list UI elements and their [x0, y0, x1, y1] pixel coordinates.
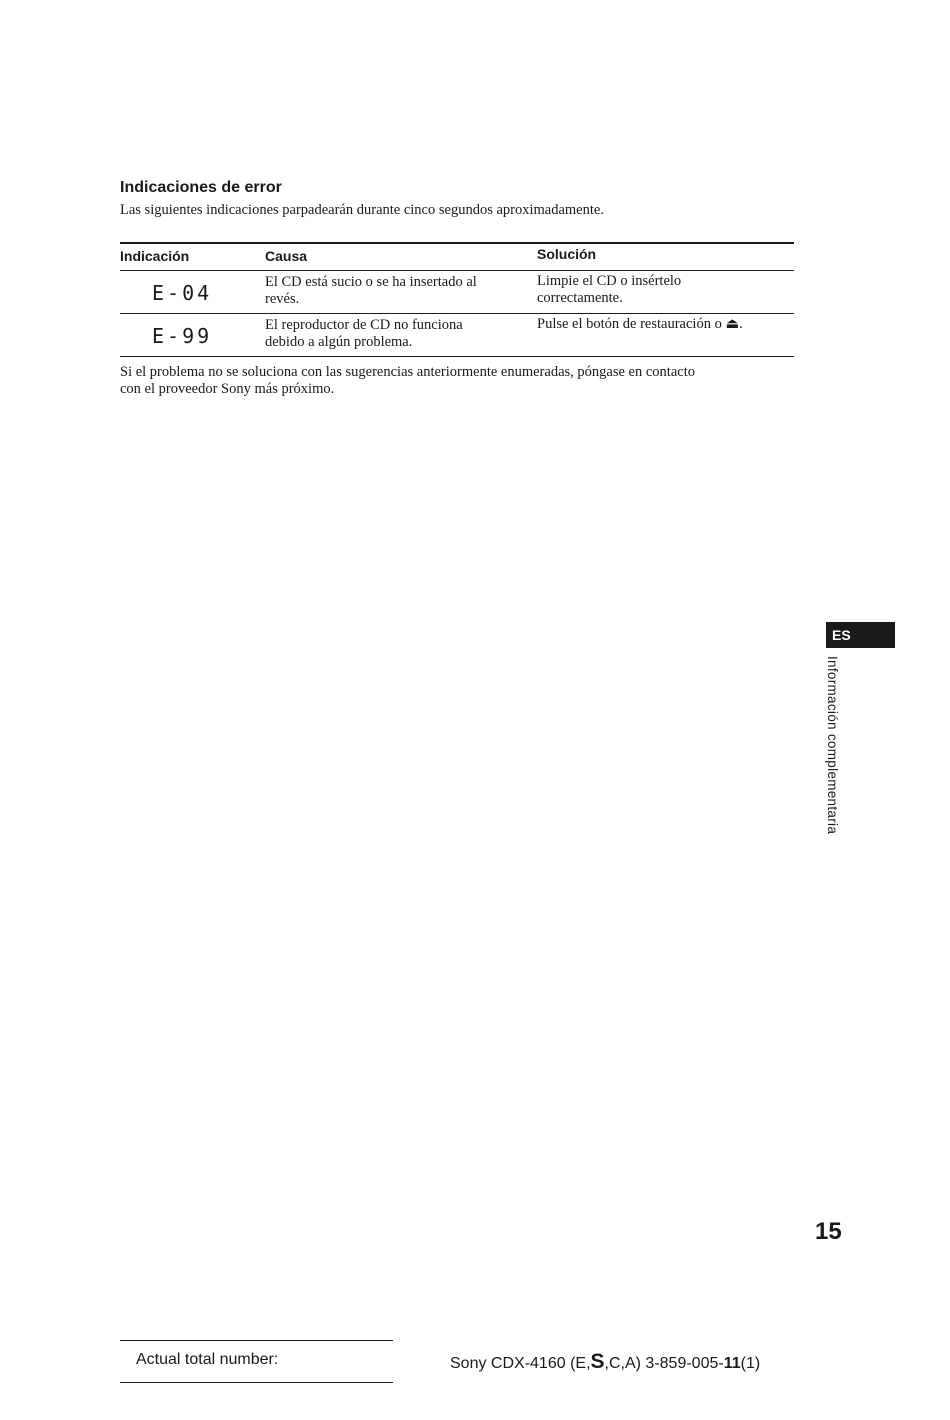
footnote-line: con el proveedor Sony más próximo.: [120, 381, 335, 397]
footer-suffix: (1): [740, 1355, 761, 1372]
footer-total-label: Actual total number:: [136, 1351, 279, 1368]
row-rule: [120, 313, 794, 314]
table-top-rule: [120, 242, 794, 244]
display-code-e99: E-99: [152, 324, 213, 348]
footer-top-rule: [120, 1340, 393, 1341]
cause-line: El reproductor de CD no funciona: [265, 317, 463, 333]
footer-mid: ,C,A) 3-859-005-: [604, 1355, 724, 1372]
table-row-1-solution: [537, 273, 681, 307]
footnote-line: Si el problema no se soluciona con las sugerencias anteriormente enumeradas, póngase en contacto: [120, 364, 695, 380]
table-bottom-rule: [120, 356, 794, 357]
footer-bold: 11: [723, 1355, 741, 1372]
table-row-1-cause: [265, 274, 477, 308]
solution-line: Pulse el botón de restauración o ⏏.: [537, 316, 743, 332]
header-indication: Indicación: [120, 248, 190, 264]
intro-text: Las siguientes indicaciones parpadearán durante cinco segundos aproximadamente.: [120, 202, 604, 218]
section-side-label: Información complementaria: [825, 656, 840, 835]
header-solution: Solución: [537, 246, 597, 262]
footer-prefix: Sony CDX-4160 (E,: [450, 1355, 591, 1372]
display-code-e04: E-04: [152, 281, 213, 305]
cause-line: debido a algún problema.: [265, 334, 413, 350]
page-number: 15: [815, 1218, 842, 1245]
solution-line: correctamente.: [537, 290, 623, 306]
footer-model-code: [450, 1350, 760, 1374]
language-badge: ES: [826, 622, 895, 648]
header-cause: Causa: [265, 248, 308, 264]
solution-line: Limpie el CD o insértelo: [537, 273, 682, 289]
header-rule: [120, 270, 794, 271]
section-title: Indicaciones de error: [120, 179, 282, 196]
footnote: [120, 364, 800, 398]
table-row-2-solution: [537, 316, 743, 333]
cause-line: El CD está sucio o se ha insertado al: [265, 274, 477, 290]
cause-line: revés.: [265, 291, 300, 307]
footer-bottom-rule: [120, 1382, 393, 1383]
table-row-2-cause: [265, 317, 463, 351]
footer-s: S: [590, 1350, 605, 1373]
